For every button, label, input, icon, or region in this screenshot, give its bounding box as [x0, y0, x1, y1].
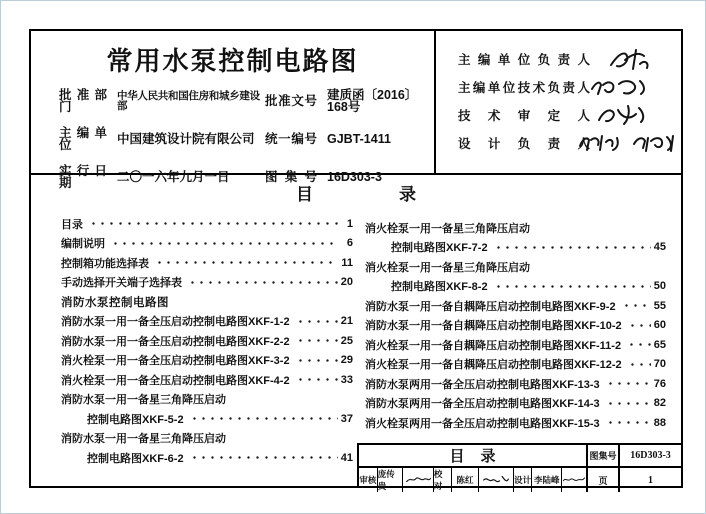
- toc-entry-page: 1: [346, 217, 353, 230]
- toc-entry-title: 消火栓泵两用一备全压启动控制电路图XKF-15-3: [365, 417, 600, 430]
- toc-entry-title: 消防水泵一用一备全压启动控制电路图XKF-2-2: [61, 335, 290, 348]
- meta-value: 建质函〔2016〕168号: [327, 87, 418, 115]
- signer-row: [436, 73, 681, 101]
- meta-label: 统一编号: [265, 131, 317, 146]
- toc-entry: [61, 351, 353, 371]
- toc-entry-page: 41: [340, 451, 353, 464]
- signer-row: [436, 101, 681, 129]
- toc-entry: [61, 253, 353, 273]
- toc-entry-title: 消防水泵一用一备星三角降压启动: [61, 394, 226, 407]
- toc-entry-page: 21: [340, 315, 353, 328]
- toc-entry-title: 手动选择开关端子选择表: [61, 277, 182, 290]
- toc-entry-title: 消防水泵两用一备全压启动控制电路图XKF-14-3: [365, 398, 600, 411]
- header-left: [31, 31, 434, 191]
- toc-dot-leader: [296, 351, 338, 371]
- signature-designer: [562, 474, 586, 486]
- design-name: 李陆峰: [532, 468, 562, 492]
- toc-entry-title: 控制电路图XKF-7-2: [391, 242, 488, 255]
- meta-value: GJBT-1411: [327, 131, 391, 146]
- toc-dot-leader: [606, 394, 651, 414]
- design-signature-cell: [562, 468, 586, 492]
- atlas-number-label: 图集号: [588, 445, 620, 466]
- toc-entry-title: 消防水泵一用一备自耦降压启动控制电路图XKF-10-2: [365, 320, 622, 333]
- toc-entry: [365, 394, 666, 414]
- meta-label: 批准文号: [265, 93, 317, 108]
- toc-entry-page: 55: [653, 299, 666, 312]
- signature-design-directors: [576, 132, 682, 154]
- toc-entry-page: 60: [653, 319, 666, 332]
- toc-entry-page: 29: [340, 354, 353, 367]
- signer-label: 主编单位技术负责人: [458, 81, 590, 95]
- toc-heading: 目录: [296, 185, 502, 204]
- toc-dot-leader: [494, 277, 651, 297]
- toc-column-left: [61, 214, 353, 468]
- signature-tech-examiner: [594, 103, 650, 127]
- review-label: 审核: [359, 468, 378, 492]
- signer-row: [436, 45, 681, 73]
- toc-entry: [61, 312, 353, 332]
- toc-dot-leader: [296, 331, 338, 351]
- toc-entry-title: 控制电路图XKF-8-2: [391, 281, 488, 294]
- toc-dot-leader: [606, 413, 651, 433]
- toc-entry-title: 消火栓泵一用一备自耦降压启动控制电路图XKF-12-2: [365, 359, 622, 372]
- toc-dot-leader: [622, 296, 651, 316]
- header-band: [31, 31, 681, 191]
- toc-entry-title: 控制电路图XKF-5-2: [87, 413, 184, 426]
- toc-entry-page: 25: [340, 334, 353, 347]
- toc-entry: [365, 374, 666, 394]
- toc-dot-leader: [190, 409, 338, 429]
- toc-entry-title: 消火栓泵一用一备全压启动控制电路图XKF-3-2: [61, 355, 290, 368]
- toc-columns: [61, 214, 666, 468]
- meta-value: 中国建筑设计院有限公司: [117, 131, 255, 146]
- toc-entry-title: 控制箱功能选择表: [61, 257, 149, 270]
- toc-entry: [365, 316, 666, 336]
- toc-entry: [365, 296, 666, 316]
- toc-entry-page: 11: [341, 256, 353, 269]
- title-block-row1: [359, 445, 681, 468]
- signer-label: 主编单位负责人: [458, 53, 590, 67]
- meta-label: 主编单位: [59, 125, 107, 153]
- page-label: 页: [588, 468, 620, 492]
- atlas-number-value: 16D303-3: [630, 450, 671, 461]
- toc-entry-title: 控制电路图XKF-6-2: [87, 452, 184, 465]
- toc-entry-page: 70: [653, 358, 666, 371]
- toc-entry: [61, 429, 353, 449]
- meta-value: 二〇一六年九月一日: [117, 169, 230, 184]
- toc-entry: [61, 331, 353, 351]
- toc-dot-leader: [111, 234, 338, 254]
- signer-row: [436, 129, 681, 157]
- page-number: 1: [648, 474, 653, 486]
- title-block-staff: [359, 468, 588, 492]
- meta-value: 16D303-3: [327, 169, 382, 184]
- toc-entry: [61, 273, 353, 293]
- toc-entry: [365, 238, 666, 258]
- toc-entry-page: 45: [653, 241, 666, 254]
- design-label: 设计: [514, 468, 533, 492]
- toc-entry-page: 82: [653, 397, 666, 410]
- toc-entry-title: 消火栓泵一用一备星三角降压启动: [365, 222, 530, 235]
- proof-signature-cell: [479, 468, 513, 492]
- toc-entry-title: 消防水泵一用一备自耦降压启动控制电路图XKF-9-2: [365, 300, 616, 313]
- meta-value: 中华人民共和国住房和城乡建设部: [117, 89, 260, 113]
- toc-dot-leader: [190, 448, 338, 468]
- meta-label: 实行日期: [59, 163, 107, 191]
- signature-chief-editor: [606, 47, 654, 73]
- toc-entry: [365, 335, 666, 355]
- signature-tech-director: [588, 75, 650, 99]
- toc-entry-page: 37: [340, 412, 353, 425]
- toc-entry-title: 消防水泵控制电路图: [61, 296, 169, 309]
- toc-dot-leader: [296, 370, 338, 390]
- toc-entry-page: 6: [346, 237, 353, 250]
- toc-dot-leader: [188, 273, 338, 293]
- toc-entry-title: 消防水泵两用一备全压启动控制电路图XKF-13-3: [365, 378, 600, 391]
- signature-panel: [434, 31, 681, 173]
- toc-entry: [365, 257, 666, 277]
- toc-entry: [365, 355, 666, 375]
- toc-entry: [61, 390, 353, 410]
- toc-section-header: [61, 292, 353, 312]
- toc-entry-title: 编制说明: [61, 238, 105, 251]
- title-block-title: 目录: [359, 445, 588, 466]
- toc-entry: [61, 409, 353, 429]
- toc-dot-leader: [494, 238, 651, 258]
- title-block: [357, 443, 683, 491]
- toc-column-right: [365, 214, 666, 468]
- review-name: 庞传贵: [378, 468, 404, 492]
- toc-entry-title: 消火栓泵一用一备全压启动控制电路图XKF-4-2: [61, 374, 290, 387]
- signer-label: 设计负责人: [458, 137, 590, 151]
- toc-dot-leader: [628, 355, 651, 375]
- toc-entry: [365, 413, 666, 433]
- toc-dot-leader: [89, 214, 338, 234]
- toc-entry-page: 65: [653, 338, 666, 351]
- toc-area: [31, 175, 681, 491]
- proof-label: 校对: [434, 468, 452, 492]
- signature-proofreader: [481, 474, 511, 486]
- document-title: 常用水泵控制电路图: [106, 46, 359, 76]
- toc-entry-page: 88: [653, 416, 666, 429]
- toc-entry-page: 76: [653, 377, 666, 390]
- meta-label: 图集号: [265, 169, 317, 184]
- toc-dot-leader: [296, 312, 338, 332]
- toc-entry-title: 目录: [61, 218, 83, 231]
- toc-entry: [61, 234, 353, 254]
- toc-dot-leader: [155, 253, 338, 273]
- signer-label: 技术审定人: [458, 109, 590, 123]
- review-signature-cell: [403, 468, 434, 492]
- toc-dot-leader: [628, 316, 651, 336]
- toc-entry: [365, 277, 666, 297]
- toc-entry-title: 消火栓泵一用一备自耦降压启动控制电路图XKF-11-2: [365, 339, 622, 352]
- drawing-frame: [29, 29, 683, 491]
- toc-entry: [61, 370, 353, 390]
- toc-entry: [365, 218, 666, 238]
- toc-entry-page: 20: [340, 276, 353, 289]
- toc-entry-title: 消防水泵一用一备全压启动控制电路图XKF-1-2: [61, 316, 290, 329]
- toc-dot-leader: [627, 335, 651, 355]
- toc-entry: [61, 448, 353, 468]
- toc-entry-page: 33: [340, 373, 353, 386]
- toc-entry-title: 消防水泵一用一备星三角降压启动: [61, 433, 226, 446]
- proof-name: 陈红: [452, 468, 480, 492]
- title-block-row2: [359, 468, 681, 492]
- toc-dot-leader: [606, 374, 651, 394]
- toc-entry-title: 消火栓泵一用一备星三角降压启动: [365, 261, 530, 274]
- signature-reviewer: [405, 474, 432, 486]
- toc-entry-page: 50: [653, 280, 666, 293]
- toc-entry: [61, 214, 353, 234]
- meta-label: 批准部门: [59, 87, 107, 115]
